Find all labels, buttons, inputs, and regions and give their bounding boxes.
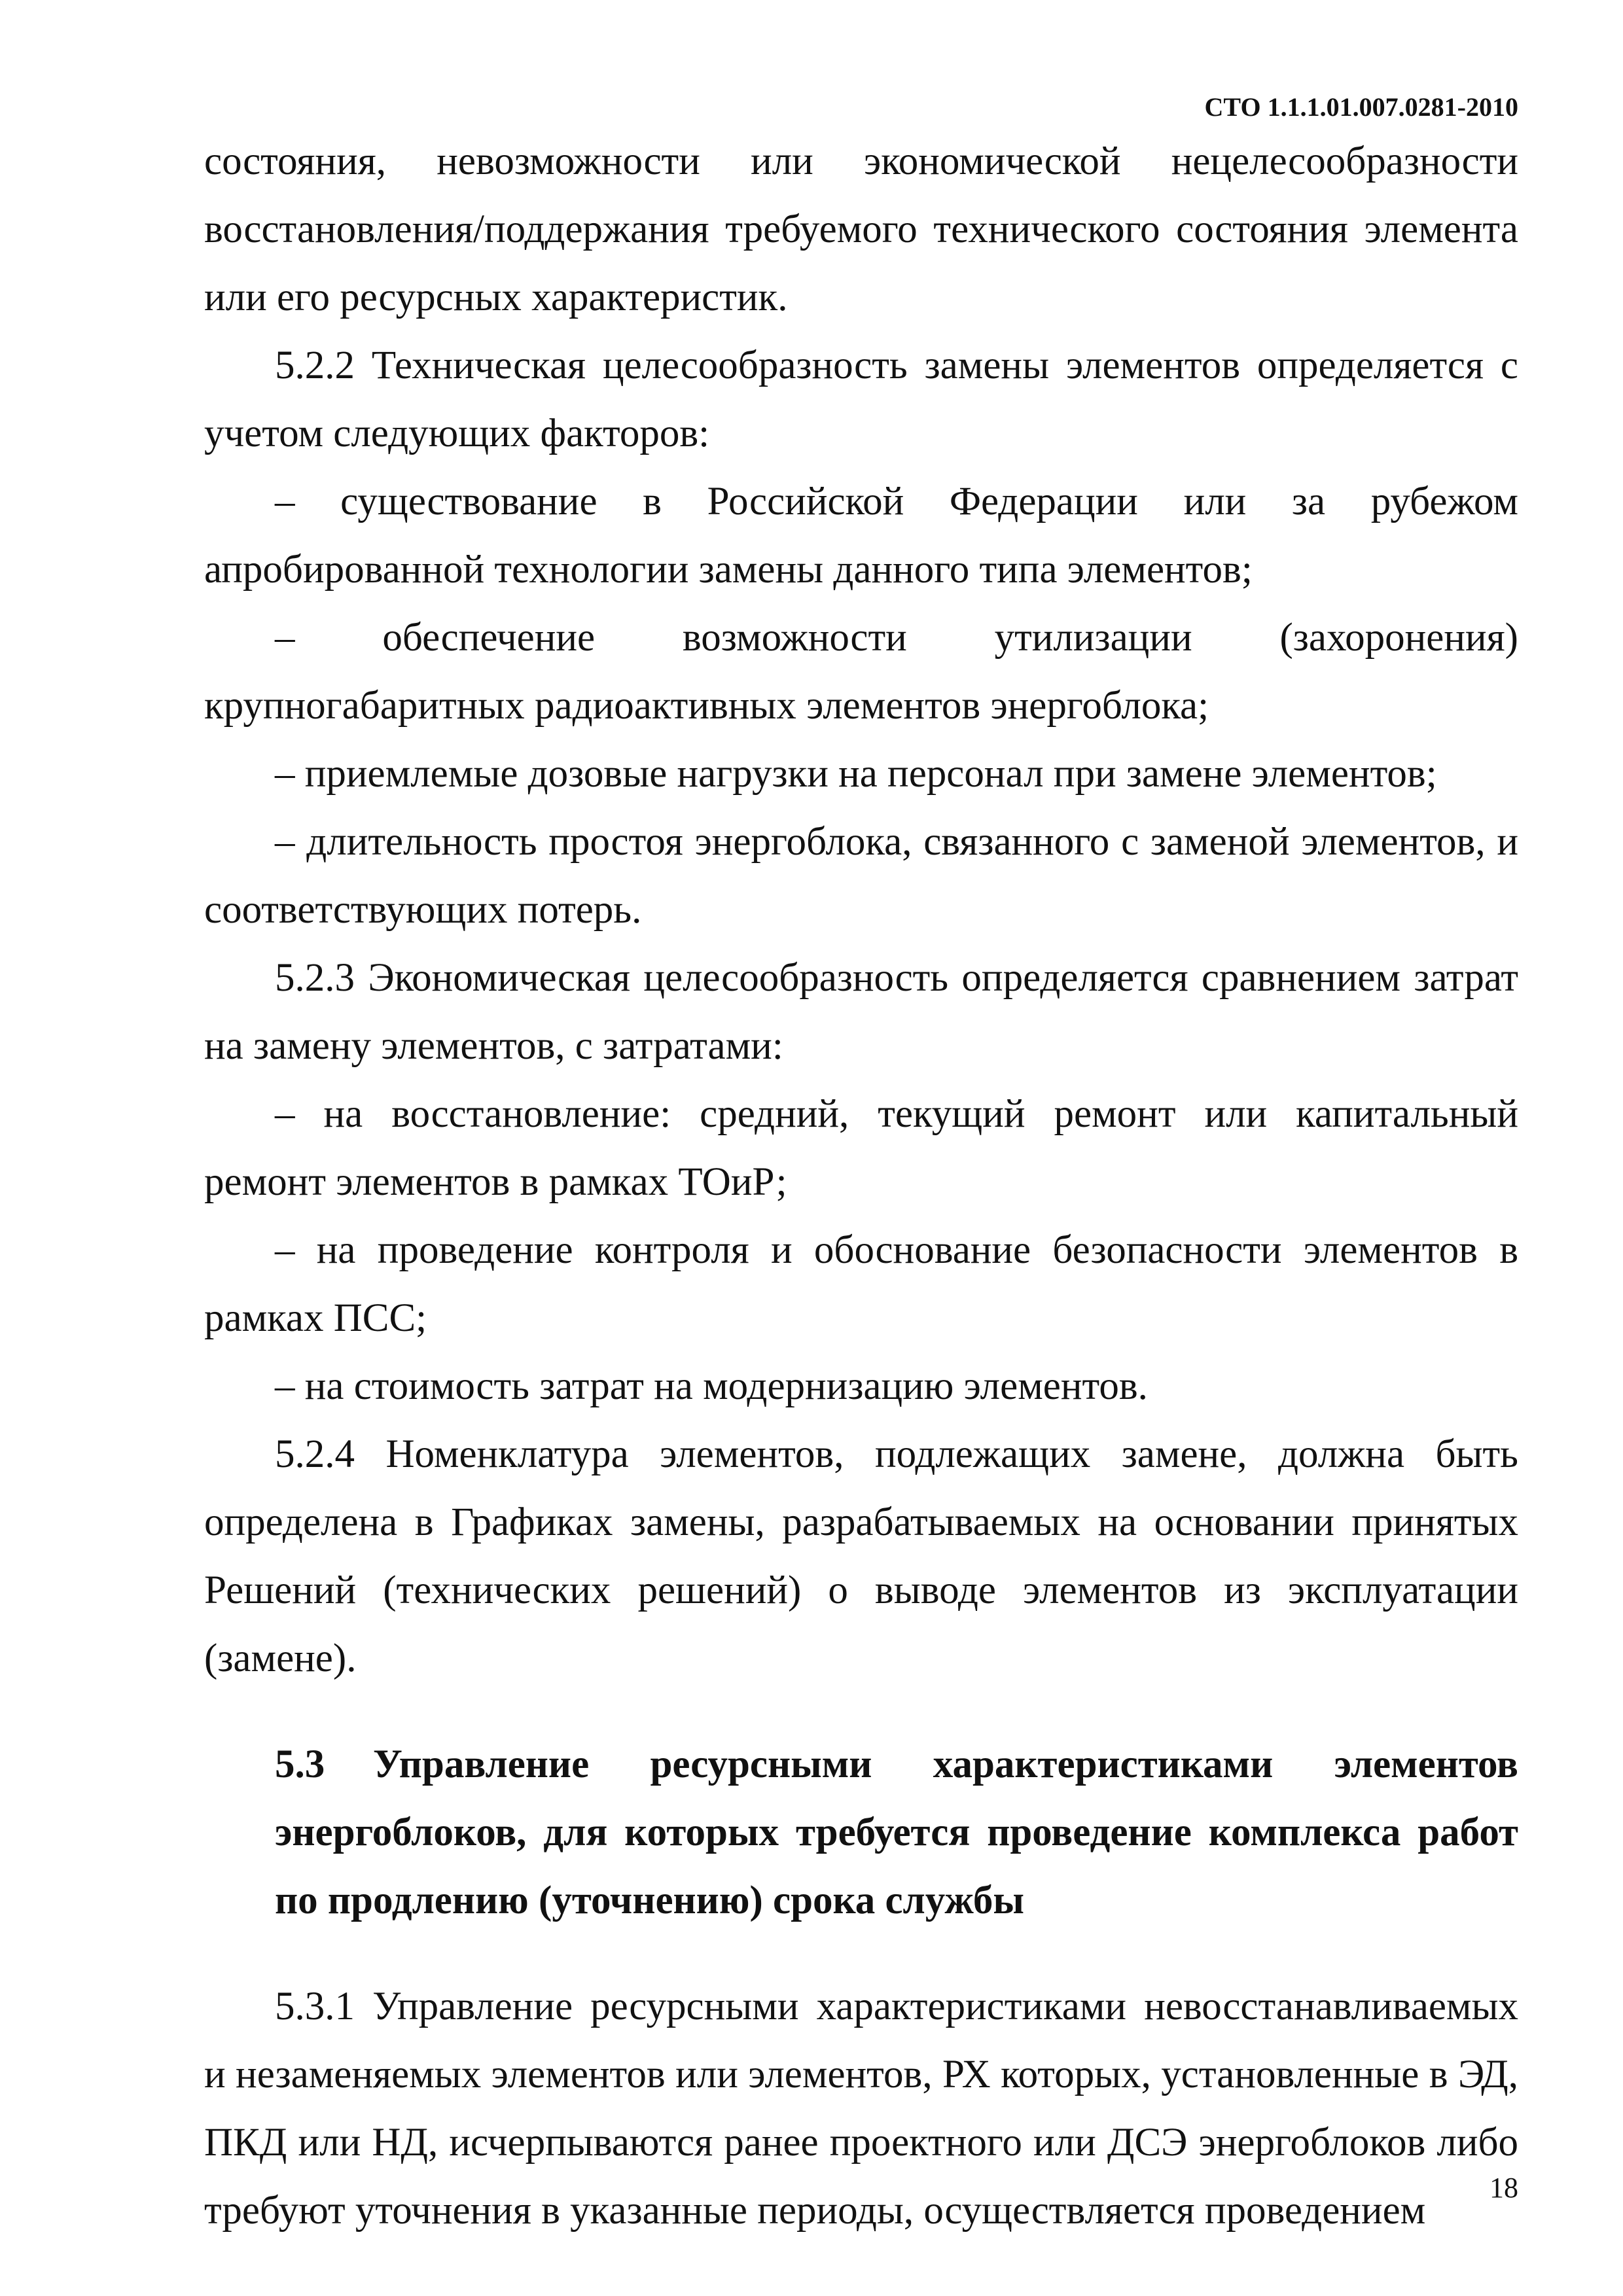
paragraph-5-2-2: 5.2.2 Техническая целесообразность замены элементов определяется с учетом следующих факторов: xyxy=(204,344,1518,455)
section-number: 5.3 xyxy=(275,1742,325,1786)
list-item-modernization: – на стоимость затрат на модернизацию элементов. xyxy=(275,1364,1148,1408)
list-item-restoration: – на восстановление: средний, текущий ремонт или капитальный ремонт элементов в рамках ТОиР; xyxy=(204,1092,1518,1204)
list-item-downtime: – длительность простоя энергоблока, связанного с заменой элементов, и соответствующих потерь. xyxy=(204,820,1518,932)
paragraph-continuation: состояния, невозможности или экономической нецелесообразности восстановления/поддержания требуемого технического состояния элемента или его ресурсных характеристик. xyxy=(204,139,1518,319)
section-title: Управление ресурсными характеристиками элементов энергоблоков, для которых требуется проведение комплекса работ по продлению (уточнению) срока службы xyxy=(275,1742,1518,1922)
list-item-dose-loads: – приемлемые дозовые нагрузки на персонал при замене элементов; xyxy=(275,752,1437,796)
page-content xyxy=(204,128,1518,2245)
paragraph-5-2-3: 5.2.3 Экономическая целесообразность определяется сравнением затрат на замену элементов, с затратами: xyxy=(204,956,1518,1068)
list-item-control: – на проведение контроля и обоснование безопасности элементов в рамках ПСС; xyxy=(204,1228,1518,1340)
paragraph-5-2-4: 5.2.4 Номенклатура элементов, подлежащих замене, должна быть определена в Графиках замены, разрабатываемых на основании принятых Решений (технических решений) о выводе элементов из эксплуатации (замене). xyxy=(204,1432,1518,1680)
section-heading-5-3 xyxy=(204,1731,1518,1935)
list-item-disposal: – обеспечение возможности утилизации (захоронения) крупногабаритных радиоактивных элементов энергоблока; xyxy=(204,616,1518,728)
list-item-technology: – существование в Российской Федерации или за рубежом апробированной технологии замены данного типа элементов; xyxy=(204,480,1518,592)
page-number: 18 xyxy=(1489,2172,1518,2204)
document-code: СТО 1.1.1.01.007.0281-2010 xyxy=(1204,92,1518,122)
paragraph-5-3-1: 5.3.1 Управление ресурсными характеристиками невосстанавливаемых и незаменяемых элементов или элементов, РХ которых, установленные в ЭД, ПКД или НД, исчерпываются ранее проектного или ДСЭ энергоблоков либо требуют уточнения в указанные периоды, осуществляется проведением xyxy=(204,1985,1518,2233)
